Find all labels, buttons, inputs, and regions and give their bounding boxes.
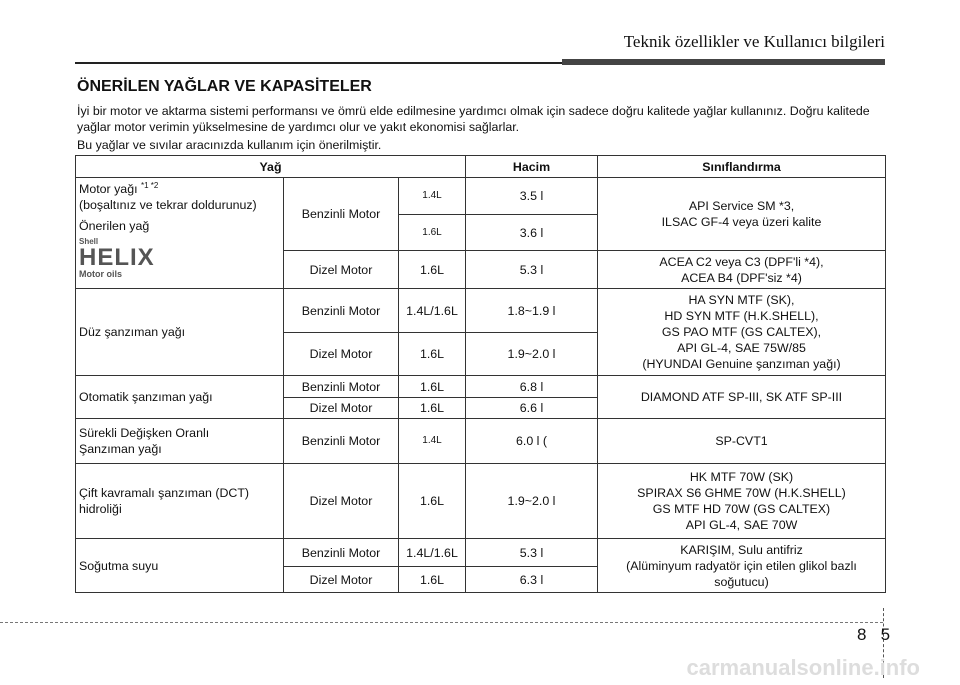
table-row: [76, 539, 886, 567]
engine-size: 1.4L/1.6L: [399, 289, 466, 333]
footer-divider: [0, 622, 883, 623]
table-header-row: [76, 156, 886, 178]
page-number: 8 5: [857, 625, 891, 644]
intro-paragraph: Bu yağlar ve sıvılar aracınızda kullanım için önerilmiştir.: [77, 138, 382, 152]
classification: DIAMOND ATF SP-III, SK ATF SP-III: [598, 376, 886, 419]
oil-name: Düz şanzıman yağı: [76, 289, 284, 376]
oil-name: Soğutma suyu: [76, 539, 284, 593]
footnote: *1 *2: [141, 181, 159, 190]
header-bar: [562, 59, 885, 65]
classification: KARIŞIM, Sulu antifriz (Alüminyum radyatör için etilen glikol bazlı soğutucu): [598, 539, 886, 593]
engine-size: 1.4L/1.6L: [399, 539, 466, 567]
col-header: Sınıflandırma: [598, 156, 886, 178]
engine-type: Benzinli Motor: [284, 178, 399, 251]
engine-size: 1.6L: [399, 333, 466, 376]
engine-type: Dizel Motor: [284, 333, 399, 376]
classification: HK MTF 70W (SK) SPIRAX S6 GHME 70W (H.K.SHELL) GS MTF HD 70W (GS CALTEX) API GL-4, SAE 70W: [598, 464, 886, 539]
engine-type: Dizel Motor: [284, 464, 399, 539]
table-row: [76, 289, 886, 333]
table-row: [76, 464, 886, 539]
engine-type: Benzinli Motor: [284, 376, 399, 398]
engine-type: Benzinli Motor: [284, 419, 399, 464]
table-row: [76, 419, 886, 464]
header-rule: [75, 62, 565, 64]
col-header: Yağ: [76, 156, 466, 178]
volume: 1.9~2.0 l: [466, 464, 598, 539]
col-header: Hacim: [466, 156, 598, 178]
engine-type: Benzinli Motor: [284, 289, 399, 333]
classification: SP-CVT1: [598, 419, 886, 464]
table-row: [76, 376, 886, 398]
classification: ACEA C2 veya C3 (DPF'li *4), ACEA B4 (DPF'siz *4): [598, 251, 886, 289]
engine-type: Dizel Motor: [284, 398, 399, 419]
volume: 6.0 l (: [466, 419, 598, 464]
volume: 1.9~2.0 l: [466, 333, 598, 376]
oil-name: Otomatik şanzıman yağı: [76, 376, 284, 419]
volume: 1.8~1.9 l: [466, 289, 598, 333]
engine-size: 1.6L: [399, 376, 466, 398]
oil-name: Sürekli Değişken Oranlı Şanzıman yağı: [76, 419, 284, 464]
volume: 5.3 l: [466, 251, 598, 289]
engine-size: 1.6L: [399, 251, 466, 289]
page-title: ÖNERİLEN YAĞLAR VE KAPASİTELER: [77, 78, 372, 95]
oil-name: [76, 178, 284, 289]
engine-size: 1.4L: [399, 178, 466, 215]
recommended-label: Önerilen yağ: [79, 219, 150, 234]
classification: HA SYN MTF (SK), HD SYN MTF (H.K.SHELL), GS PAO MTF (GS CALTEX), API GL-4, SAE 75W/85 (HYUNDAI Genuine şanzıman yağı): [598, 289, 886, 376]
volume: 5.3 l: [466, 539, 598, 567]
oil-name: Çift kavramalı şanzıman (DCT) hidroliği: [76, 464, 284, 539]
section-header: Teknik özellikler ve Kullanıcı bilgileri: [623, 32, 885, 51]
oil-label: Motor yağı: [79, 182, 138, 197]
engine-type: Dizel Motor: [284, 251, 399, 289]
shell-helix-logo: Shell HELIX Motor oils: [79, 237, 155, 280]
volume: 6.3 l: [466, 567, 598, 593]
engine-size: 1.6L: [399, 398, 466, 419]
volume: 3.6 l: [466, 215, 598, 251]
oils-table: [75, 155, 886, 593]
volume: 6.6 l: [466, 398, 598, 419]
classification: API Service SM *3, ILSAC GF-4 veya üzeri kalite: [598, 178, 886, 251]
engine-type: Dizel Motor: [284, 567, 399, 593]
engine-size: 1.4L: [399, 419, 466, 464]
intro-paragraph: İyi bir motor ve aktarma sistemi performansı ve ömrü elde edilmesine yardımcı olmak için sadece doğru kalitede yağlar kullanınız. Doğru kalitede yağlar motor verimin yükselmesine de yardımcı olur ve yakıt ekonomisi sağlarlar.: [77, 104, 870, 134]
volume: 3.5 l: [466, 178, 598, 215]
engine-size: 1.6L: [399, 215, 466, 251]
intro-text: [77, 103, 897, 153]
engine-type: Benzinli Motor: [284, 539, 399, 567]
watermark: carmanualsonline.info: [686, 655, 920, 680]
volume: 6.8 l: [466, 376, 598, 398]
table-row: [76, 178, 886, 215]
engine-size: 1.6L: [399, 567, 466, 593]
oil-sublabel: (boşaltınız ve tekrar doldurunuz): [79, 198, 257, 213]
engine-size: 1.6L: [399, 464, 466, 539]
